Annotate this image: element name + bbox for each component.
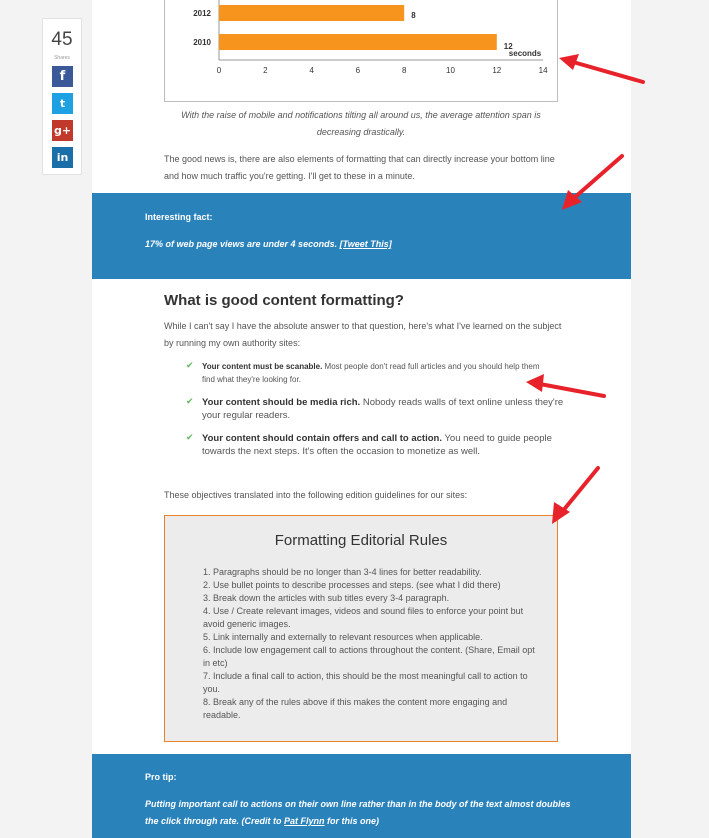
chart-caption: With the raise of mobile and notifications tilting all around us, the average attention span is decreasing drastically. (181, 110, 541, 137)
pat-flynn-link[interactable]: Pat Flynn (284, 816, 325, 826)
share-widget (42, 18, 82, 175)
linkedin-icon: in (56, 151, 69, 164)
rule-item: 2. Use bullet points to describe processes and steps. (see what I did there) (203, 580, 501, 590)
rule-item: 3. Break down the articles with sub titles every 3-4 paragraph. (203, 593, 450, 603)
fact-text (145, 236, 392, 253)
fact-heading: Interesting fact: (145, 212, 213, 222)
editorial-rules-box (164, 515, 558, 742)
bullet-text: You need to guide people towards the next steps. It's often the occasion to monetize as well. (202, 433, 552, 457)
chart-tick-label: 4 (309, 66, 314, 75)
tweet-this-link[interactable]: [Tweet This] (339, 239, 392, 249)
annotation-arrow-rules (548, 462, 604, 528)
share-label: Shares (54, 55, 70, 61)
check-icon: ✔ (186, 361, 194, 371)
protip-body: Putting important call to actions on their own line rather than in the body of the text almost doubles the click through rate. (Credit to (145, 799, 571, 826)
fact-statement: 17% of web page views are under 4 seconds. (145, 239, 338, 249)
bullet-text: Nobody reads walls of text online unless they're your regular readers. (202, 397, 564, 421)
chart-tick-label: 10 (446, 66, 455, 75)
paragraph-objectives: These objectives translated into the following edition guidelines for our sites: (164, 490, 468, 500)
bullet-strong: Your content should contain offers and call to action. (202, 433, 442, 444)
chart-tick-label: 14 (538, 66, 548, 75)
interesting-fact-box (92, 193, 631, 279)
bullet-strong: Your content must be scanable. (202, 362, 323, 371)
annotation-arrow-fact (558, 150, 628, 216)
rule-item: 7. Include a final call to action, this should be the most meaningful call to action to you. (203, 671, 528, 694)
chart-tick-label: 12 (492, 66, 502, 75)
chart-category-label: 2012 (193, 9, 211, 18)
chart-data-label: 8 (411, 11, 416, 20)
twitter-icon: t (59, 97, 66, 110)
chart-tick-label: 0 (216, 66, 222, 75)
googleplus-share-button[interactable] (52, 120, 73, 141)
bullet-strong: Your content should be media rich. (202, 397, 361, 408)
chart-tick-label: 6 (355, 66, 361, 75)
protip-tail: for this one) (324, 816, 380, 826)
section-intro: While I can't say I have the absolute answer to that question, here's what I've learned on the subject by running my own authority sites: (164, 321, 562, 348)
rules-list (203, 566, 543, 722)
share-count: 45 (51, 29, 73, 50)
rule-item: 4. Use / Create relevant images, videos and sound files to enforce your point but avoid generic images. (203, 606, 524, 629)
list-item (186, 432, 556, 458)
rule-item: 1. Paragraphs should be no longer than 3-4 lines for better readability. (203, 567, 482, 577)
chart-bar (219, 5, 404, 21)
annotation-arrow-bullets (524, 372, 608, 402)
check-icon: ✔ (186, 397, 194, 407)
chart-frame (164, 0, 558, 102)
list-item (186, 396, 566, 422)
linkedin-share-button[interactable] (52, 147, 73, 168)
googleplus-icon: g+ (53, 124, 72, 137)
pro-tip-box (92, 754, 631, 838)
check-icon: ✔ (186, 433, 194, 443)
chart-tick-label: 2 (263, 66, 268, 75)
objectives-list (186, 360, 566, 468)
section-heading: What is good content formatting? (164, 292, 404, 309)
list-item (186, 360, 541, 386)
facebook-share-button[interactable] (52, 66, 73, 87)
chart-category-label: 2010 (193, 38, 211, 47)
annotation-arrow-chart (555, 50, 650, 90)
protip-text (145, 796, 585, 830)
rule-item: 6. Include low engagement call to actions throughout the content. (Share, Email opt in etc) (203, 645, 535, 668)
chart-tick-label: 8 (401, 66, 407, 75)
facebook-icon: f (59, 69, 66, 84)
bullet-text: Most people don't read full articles and you should help them find what they're looking for. (202, 362, 540, 384)
rule-item: 5. Link internally and externally to relevant resources when applicable. (203, 632, 483, 642)
attention-span-chart (165, 0, 559, 102)
chart-data-label: 12 (503, 42, 513, 51)
chart-unit-label: seconds (508, 49, 542, 58)
rule-item: 8. Break any of the rules above if this makes the content more engaging and readable. (203, 697, 508, 720)
paragraph-good-news: The good news is, there are also elements of formatting that can directly increase your bottom line and how much traffic you're getting. I'll get to these in a minute. (164, 154, 555, 181)
protip-heading: Pro tip: (145, 772, 177, 782)
twitter-share-button[interactable] (52, 93, 73, 114)
chart-bar (219, 34, 497, 50)
rules-title: Formatting Editorial Rules (274, 532, 448, 549)
